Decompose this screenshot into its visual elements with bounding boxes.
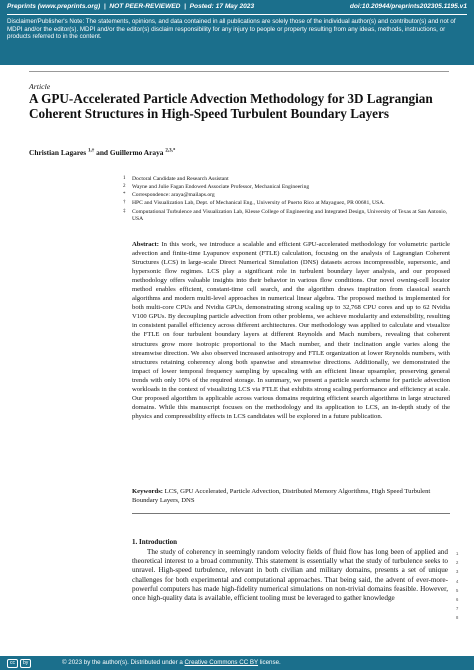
author-conjunction: and [96, 148, 109, 157]
line-number: 3 [456, 569, 459, 575]
affiliation-marker: 2 [123, 184, 126, 189]
by-icon: by [20, 659, 31, 668]
affiliation-marker: * [123, 192, 126, 197]
license-text [62, 659, 281, 666]
line-number: 7 [456, 606, 459, 612]
doi-link[interactable]: doi:10.20944/preprints202305.1195.v1 [349, 3, 467, 10]
cc-license-badge[interactable] [7, 659, 31, 668]
posted-date: Posted: 17 May 2023 [189, 3, 255, 10]
line-number: 2 [456, 560, 459, 566]
cc-icon: cc [7, 659, 18, 668]
article-type: Article [29, 82, 51, 91]
copyright-text: © 2023 by the author(s). Distributed under a [62, 659, 185, 666]
abstract [132, 240, 450, 421]
header-meta-row [7, 3, 467, 10]
peer-review-status: NOT PEER-REVIEWED [109, 3, 181, 10]
disclaimer-text: Disclaimer/Publisher's Note: The statements, opinions, and data contained in all publications are solely those of the individual author(s) and contributor(s) and not of MDPI and/or the editor(s). MDPI and/or the editor(s) disclaim responsibility for any injury to people or property resulting from any ideas, methods, instructions, or products referred to in the content. [7, 18, 456, 41]
affiliation-text: Wayne and Julie Fagan Endowed Associate Professor, Mechanical Engineering [132, 184, 310, 190]
header-divider [7, 14, 467, 15]
license-footer [0, 656, 474, 670]
affiliation-marker: ‡ [123, 209, 126, 214]
intro-paragraph: The study of coherency in seemingly random velocity fields of fluid flow has long been of applied and theoretical interest to a broad community. This statement is essentially what the study of turbulence seeks to unravel. High-speed turbulence, relevant in both civilian and military domains, presents a set of unique challenges for both experimental and computational approaches. That being said, the advent of ever-more-powerful computers has made high-fidelity numerical simulations on non-trivial domains feasible. However, once high-quality data is available, efficient tooling must be leveraged to gather knowledge [132, 548, 448, 603]
preprints-link[interactable]: Preprints (www.preprints.org) [7, 3, 101, 10]
keywords-text: LCS, GPU Accelerated, Particle Advection, Distributed Memory Algorithms, High Speed Turbulent Boundary Layers, DNS [132, 488, 431, 504]
top-rule [29, 71, 449, 72]
header-left: Preprints (www.preprints.org) | NOT PEER-REVIEWED | Posted: 17 May 2023 [7, 3, 255, 10]
affiliation-item [123, 184, 450, 191]
line-numbers [456, 549, 458, 623]
keywords-label: Keywords: [132, 488, 163, 495]
affiliation-marker: † [123, 200, 126, 205]
affiliation-text: Correspondence: araya@mailaps.org [132, 192, 215, 198]
affiliation-text: Doctoral Candidate and Research Assistant [132, 176, 229, 182]
affiliation-item [123, 176, 450, 183]
author-affiliation-marker: 2,3,* [165, 148, 176, 154]
affiliation-marker: 1 [123, 176, 126, 181]
line-number: 8 [456, 615, 459, 621]
line-number: 1 [456, 551, 459, 556]
line-number: 6 [456, 597, 459, 603]
keywords-rule [132, 513, 450, 514]
affiliation-item [123, 192, 450, 199]
section-heading: 1. Introduction [132, 538, 177, 546]
license-end: license. [258, 659, 281, 666]
line-number: 4 [456, 578, 459, 584]
keywords [132, 487, 450, 505]
affiliation-item [123, 209, 450, 222]
preprint-header-bar [0, 0, 474, 65]
affiliation-text: HPC and Visualization Lab, Dept. of Mechanical Eng., University of Puerto Rico at Mayaguez, PR 00681, USA. [132, 200, 385, 206]
affiliation-text: Computational Turbulence and Visualization Lab, Klesse College of Engineering and Integrated Design, University of Texas at San Antonio, USA [132, 209, 448, 222]
author-affiliation-marker: 1,† [88, 148, 95, 154]
article-title: A GPU-Accelerated Particle Advection Methodology for 3D Lagrangian Coherent Structures in High-Speed Turbulent Boundary Layers [29, 91, 433, 121]
author-line [29, 148, 175, 157]
affiliation-item [123, 200, 450, 207]
author-name: Christian Lagares [29, 148, 87, 157]
author-name: Guillermo Araya [109, 148, 164, 157]
license-link[interactable]: Creative Commons CC BY [184, 659, 259, 666]
abstract-label: Abstract: [132, 241, 159, 248]
abstract-text: In this work, we introduce a scalable and efficient GPU-accelerated methodology for volumetric particle advection and finite-time Lyapunov exponent (FTLE) calculation, focusing on the analysis of Lagrangian Coherent Structures (LCS) in large-scale Direct Numerical Simulation (DNS) datasets across incompressible, supersonic, and hypersonic flow regimes. LCS play a significant role in turbulent boundary layer analysis, and our proposed methodology offers valuable insights into their behavior in various flow conditions. Our novel owning-cell locator method enables efficient, constant-time cell search, and the algorithm draws inspiration from classical search algorithms and modern multi-level approaches in numerical linear algebra. The proposed method is implemented for both multi-core CPUs and Nvidia GPUs, demonstrating strong scaling up to 32,768 CPU cores and up to 62 Nvidia V100 GPUs. By decoupling particle advection from other problems, we achieve modularity and extensibility, resulting in consistent parallel efficiency across different architectures. Our methodology was applied to calculate and visualize the FTLE on four turbulent boundary layers at different Reynolds and Mach numbers, revealing that coherent structures grow more isotropic proportional to the Mach number, and their inclination angle varies along the streamwise direction. We also observed increased anisotropy and FTLE organization at lower Reynolds numbers, with structures retaining coherency along both spanwise and streamwise directions. Additionally, we demonstrated the impact of lower temporal frequency sampling by upscaling with an efficient linear upsampler, preserving general trends with only 10% of the required storage. In summary, we present a particle search scheme for particle advection workloads in the context of visualizing LCS via FTLE that exhibits strong scaling performance and efficiency at scale. Our proposed algorithm is applicable across various domains requiring efficient search algorithms in large structured domains. While this manuscript focuses on the methodology and its application to LCS, an in-depth study of the physics and compressibility effects in LCS candidates will be explored in a future publication. [132, 241, 450, 420]
line-number: 5 [456, 587, 459, 593]
